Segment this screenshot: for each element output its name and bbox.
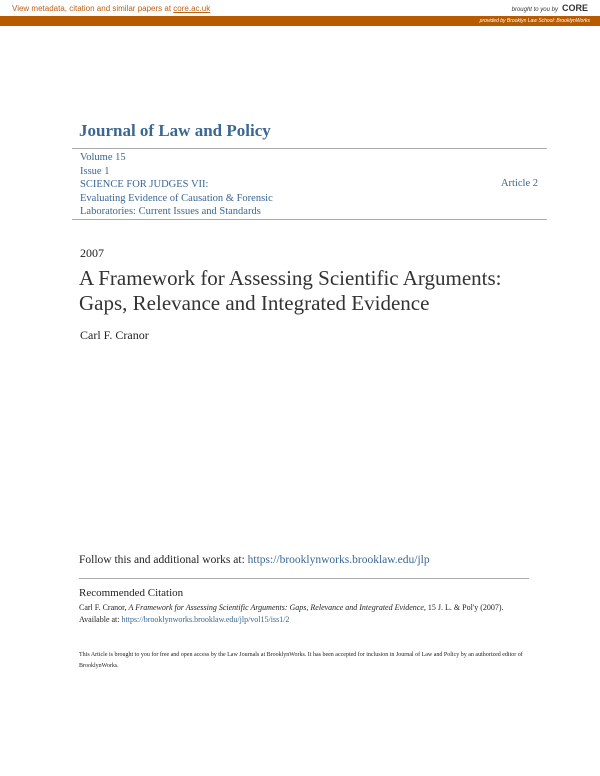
section-link[interactable]: Evaluating Evidence of Causation & Forensic <box>80 192 273 204</box>
article-number[interactable]: Article 2 <box>500 178 538 189</box>
article-url-link[interactable]: https://brooklynworks.brooklaw.edu/jlp/vol15/iss1/2 <box>121 615 290 624</box>
citation: Carl F. Cranor, A Framework for Assessing Scientific Arguments: Gaps, Relevance and Integrated Evidence, 15 J. L. & Pol'y (2007). Available at: https://brooklynworks.brooklaw.edu/jlp/vol15/iss1/2 <box>79 603 504 624</box>
article-title: A Framework for Assessing Scientific Arguments: Gaps, Relevance and Integrated Evidence <box>79 266 502 315</box>
issue-info <box>80 151 273 219</box>
metadata-notice: View metadata, citation and similar papers at core.ac.uk <box>12 4 211 13</box>
author: Carl F. Cranor <box>80 328 149 342</box>
divider <box>72 148 547 149</box>
divider <box>72 219 547 220</box>
access-note: This Article is brought to you for free and open access by the Law Journals at BrooklynWorks. It has been accepted for inclusion in Journal of Law and Policy by an authorized editor of BrooklynWorks. <box>79 652 523 669</box>
journal-title[interactable]: Journal of Law and Policy <box>79 121 271 140</box>
volume-link[interactable]: Volume 15 <box>80 152 126 163</box>
follow-line: Follow this and additional works at: https://brooklynworks.brooklaw.edu/jlp <box>79 554 430 566</box>
year: 2007 <box>80 246 104 260</box>
core-link[interactable]: core.ac.uk <box>173 4 211 13</box>
core-logo[interactable]: brought to you by CORE <box>511 3 588 13</box>
recommended-heading: Recommended Citation <box>79 587 184 599</box>
core-banner <box>0 0 600 16</box>
journal-url-link[interactable]: https://brooklynworks.brooklaw.edu/jlp <box>247 554 430 566</box>
section-link[interactable]: SCIENCE FOR JUDGES VII: <box>80 179 209 191</box>
provided-by-band: provided by Brooklyn Law School: BrooklynWorks <box>0 16 600 26</box>
divider <box>79 578 529 579</box>
issue-link[interactable]: Issue 1 <box>80 165 110 177</box>
section-link[interactable]: Laboratories: Current Issues and Standards <box>80 206 261 218</box>
